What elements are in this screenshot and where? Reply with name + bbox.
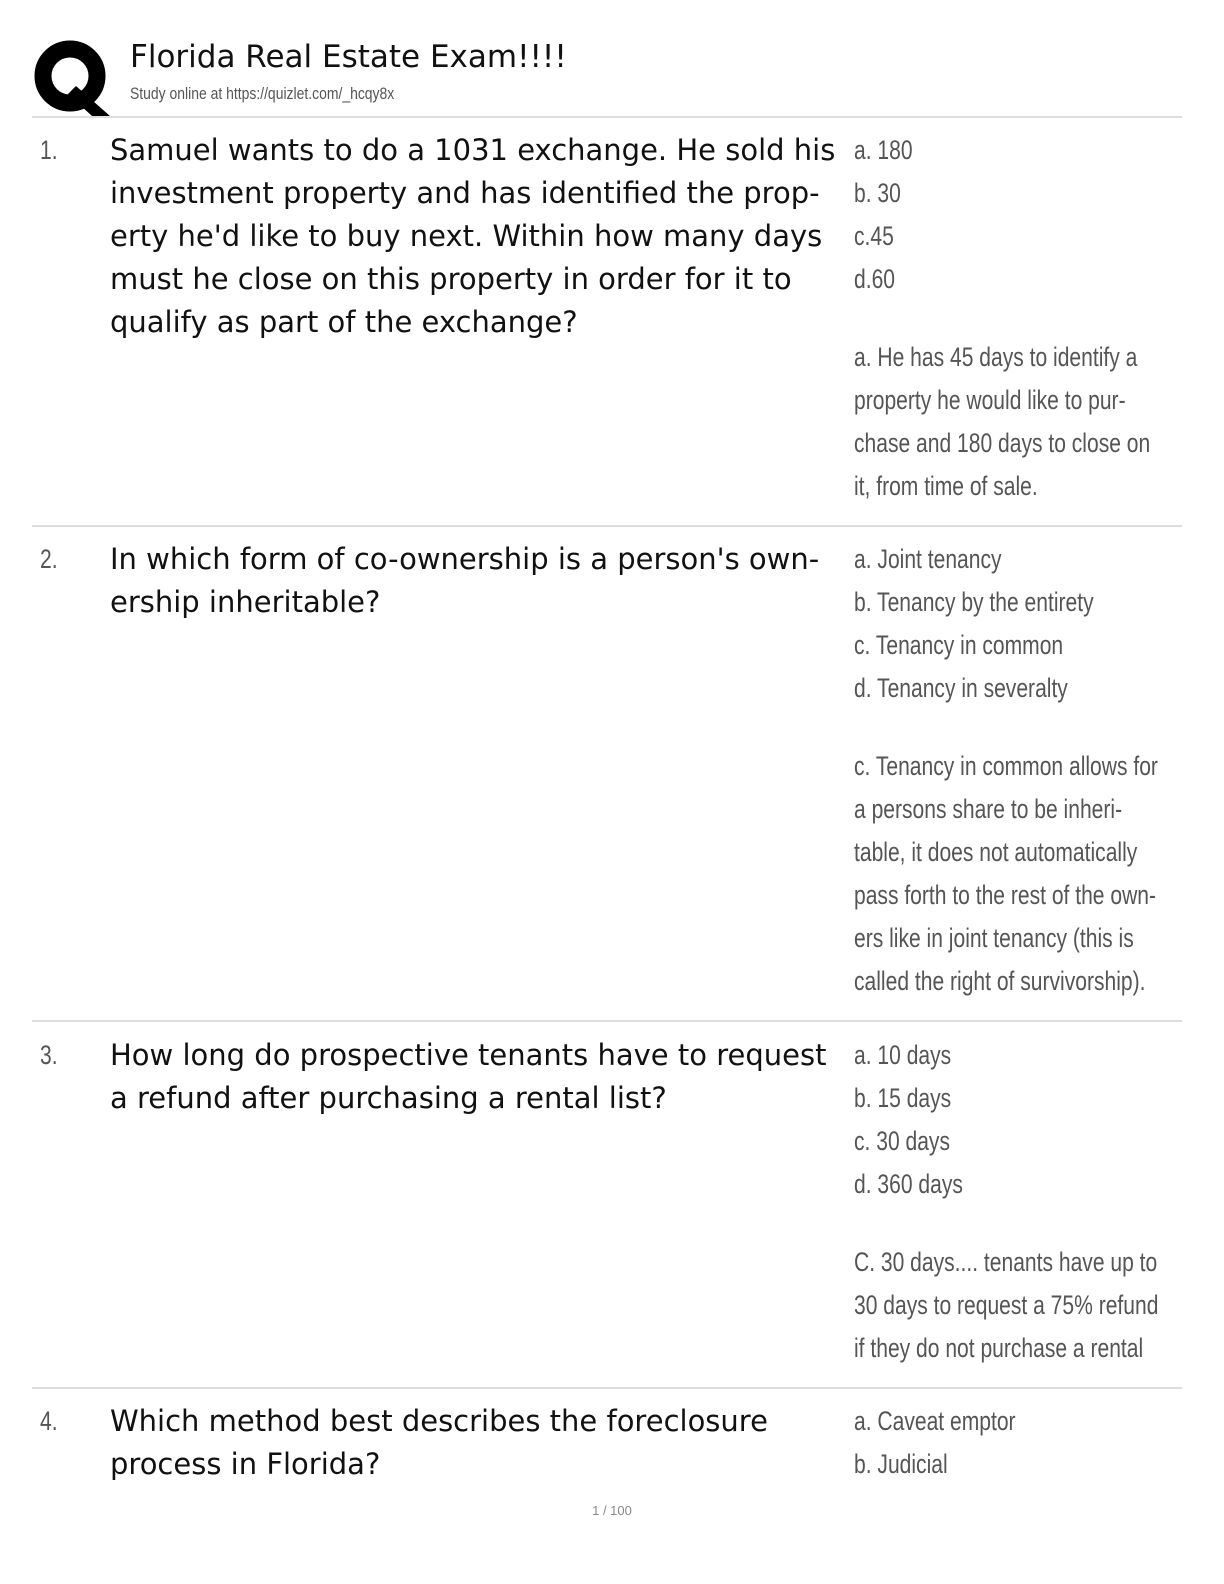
card-number: 4. [40,1406,58,1436]
answer-option: a. Joint tenancy [854,544,1002,574]
study-set-title: Florida Real Estate Exam!!!! [130,39,567,75]
answer-option: a. 10 days [854,1040,952,1070]
answer-block [854,1034,1182,1370]
answer-block [854,1400,1182,1486]
answer-option: b. Judicial [854,1449,948,1479]
answer-explanation: a. He has 45 days to identify a property he would like to pur- chase and 180 days to close on it, from time of sale. [854,342,1151,501]
answer-option: d.60 [854,264,895,294]
page-header [32,30,1182,116]
answer-block [854,538,1182,1003]
quizlet-logo-icon [34,40,110,116]
page-indicator: 1 / 100 [592,1503,632,1518]
header-divider [32,116,1182,118]
question-text: Which method best describes the foreclosure process in Florida? [110,1404,768,1481]
answer-option: d. Tenancy in severalty [854,673,1068,703]
answer-option: b. Tenancy by the entirety [854,587,1094,617]
question-text: Samuel wants to do a 1031 exchange. He sold his investment property and has identified the prop- erty he'd like to buy next. Within how many days must he close on this property in order for it to qualify as part of the exchange? [110,133,836,339]
card-divider [32,525,1182,527]
card-number: 3. [40,1040,58,1070]
question-text: In which form of co-ownership is a person's own- ership inheritable? [110,542,820,619]
card-divider [32,1020,1182,1022]
answer-option: c.45 [854,221,894,251]
question-text: How long do prospective tenants have to request a refund after purchasing a rental list? [110,1038,827,1115]
card-divider [32,1387,1182,1389]
answer-option: a. Caveat emptor [854,1406,1016,1436]
answer-option: c. 30 days [854,1126,951,1156]
answer-explanation: C. 30 days.... tenants have up to 30 days to request a 75% refund if they do not purchase a rental [854,1247,1159,1363]
answer-option: c. Tenancy in common [854,630,1064,660]
study-online-link[interactable]: Study online at https://quizlet.com/_hcqy8x [130,84,395,103]
answer-option: d. 360 days [854,1169,963,1199]
card-number: 2. [40,544,58,574]
answer-block [854,129,1182,508]
answer-option: a. 180 [854,135,913,165]
answer-option: b. 30 [854,178,901,208]
answer-option: b. 15 days [854,1083,952,1113]
answer-explanation: c. Tenancy in common allows for a persons share to be inheri- table, it does not automatically pass forth to the rest of the own- ers like in joint tenancy (this is called the right of survivorship). [854,751,1158,996]
card-number: 1. [40,135,58,165]
